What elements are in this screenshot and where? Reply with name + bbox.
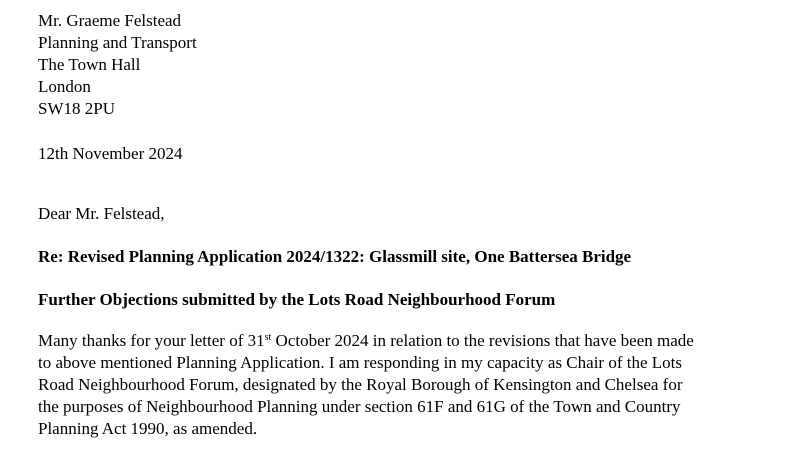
body-line-2: to above mentioned Planning Application. I am responding in my capacity as Chair of the Lots bbox=[38, 353, 682, 372]
salutation: Dear Mr. Felstead, bbox=[38, 204, 165, 223]
body-paragraph bbox=[38, 330, 778, 440]
body-line-1-start: Many thanks for your letter of 31 bbox=[38, 331, 265, 350]
subtitle-line: Further Objections submitted by the Lots Road Neighbourhood Forum bbox=[38, 290, 556, 309]
body-line-3: Road Neighbourhood Forum, designated by the Royal Borough of Kensington and Chelsea for bbox=[38, 375, 683, 394]
body-line-1-end: October 2024 in relation to the revisions that have been made bbox=[271, 331, 694, 350]
recipient-address bbox=[38, 10, 197, 120]
recipient-postcode: SW18 2PU bbox=[38, 99, 115, 118]
recipient-name: Mr. Graeme Felstead bbox=[38, 11, 182, 30]
subject-line: Re: Revised Planning Application 2024/1322: Glassmill site, One Battersea Bridge bbox=[38, 247, 632, 266]
recipient-building: The Town Hall bbox=[38, 55, 141, 74]
body-line-1 bbox=[38, 330, 778, 352]
letter-date: 12th November 2024 bbox=[38, 144, 183, 163]
recipient-city: London bbox=[38, 77, 91, 96]
body-line-4: the purposes of Neighbourhood Planning under section 61F and 61G of the Town and Country bbox=[38, 397, 681, 416]
recipient-department: Planning and Transport bbox=[38, 33, 197, 52]
ordinal-suffix: st bbox=[264, 332, 272, 343]
body-line-5: Planning Act 1990, as amended. bbox=[38, 419, 258, 438]
